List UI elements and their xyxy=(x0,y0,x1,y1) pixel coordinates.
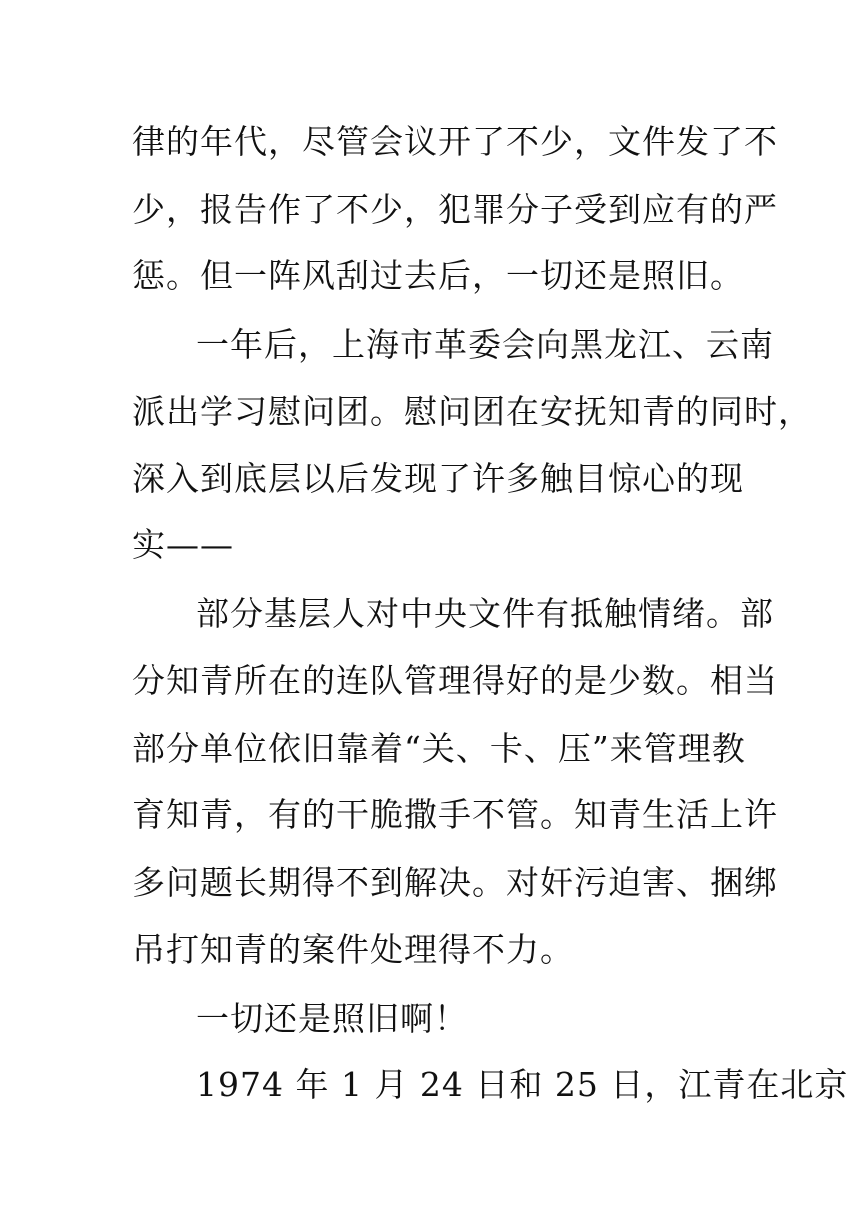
text-line: 育知青，有的干脆撒手不管。知青生活上许 xyxy=(132,795,778,834)
paragraph-start-line: 一年后，上海市革委会向黑龙江、云南 xyxy=(196,325,774,364)
text-line: 分知青所在的连队管理得好的是少数。相当 xyxy=(132,661,778,700)
text-line: 深入到底层以后发现了许多触目惊心的现 xyxy=(132,459,744,498)
text-line: 多问题长期得不到解决。对奸污迫害、捆绑 xyxy=(132,863,778,902)
text-line: 实—— xyxy=(132,525,234,564)
paragraph-line: 一切还是照旧啊！ xyxy=(196,999,468,1038)
text-line: 惩。但一阵风刮过去后，一切还是照旧。 xyxy=(132,256,744,295)
paragraph-start-line: 部分基层人对中央文件有抵触情绪。部 xyxy=(196,594,774,633)
text-line: 吊打知青的案件处理得不力。 xyxy=(132,930,574,969)
text-line: 少，报告作了不少，犯罪分子受到应有的严 xyxy=(132,190,778,229)
text-line: 部分单位依旧靠着“关、卡、压”来管理教 xyxy=(132,729,746,768)
text-line: 律的年代，尽管会议开了不少，文件发了不 xyxy=(132,122,778,161)
text-line: 派出学习慰问团。慰问团在安抚知青的同时， xyxy=(132,392,812,431)
paragraph-start-line: 1974 年 1 月 24 日和 25 日，江青在北京 xyxy=(196,1065,849,1104)
